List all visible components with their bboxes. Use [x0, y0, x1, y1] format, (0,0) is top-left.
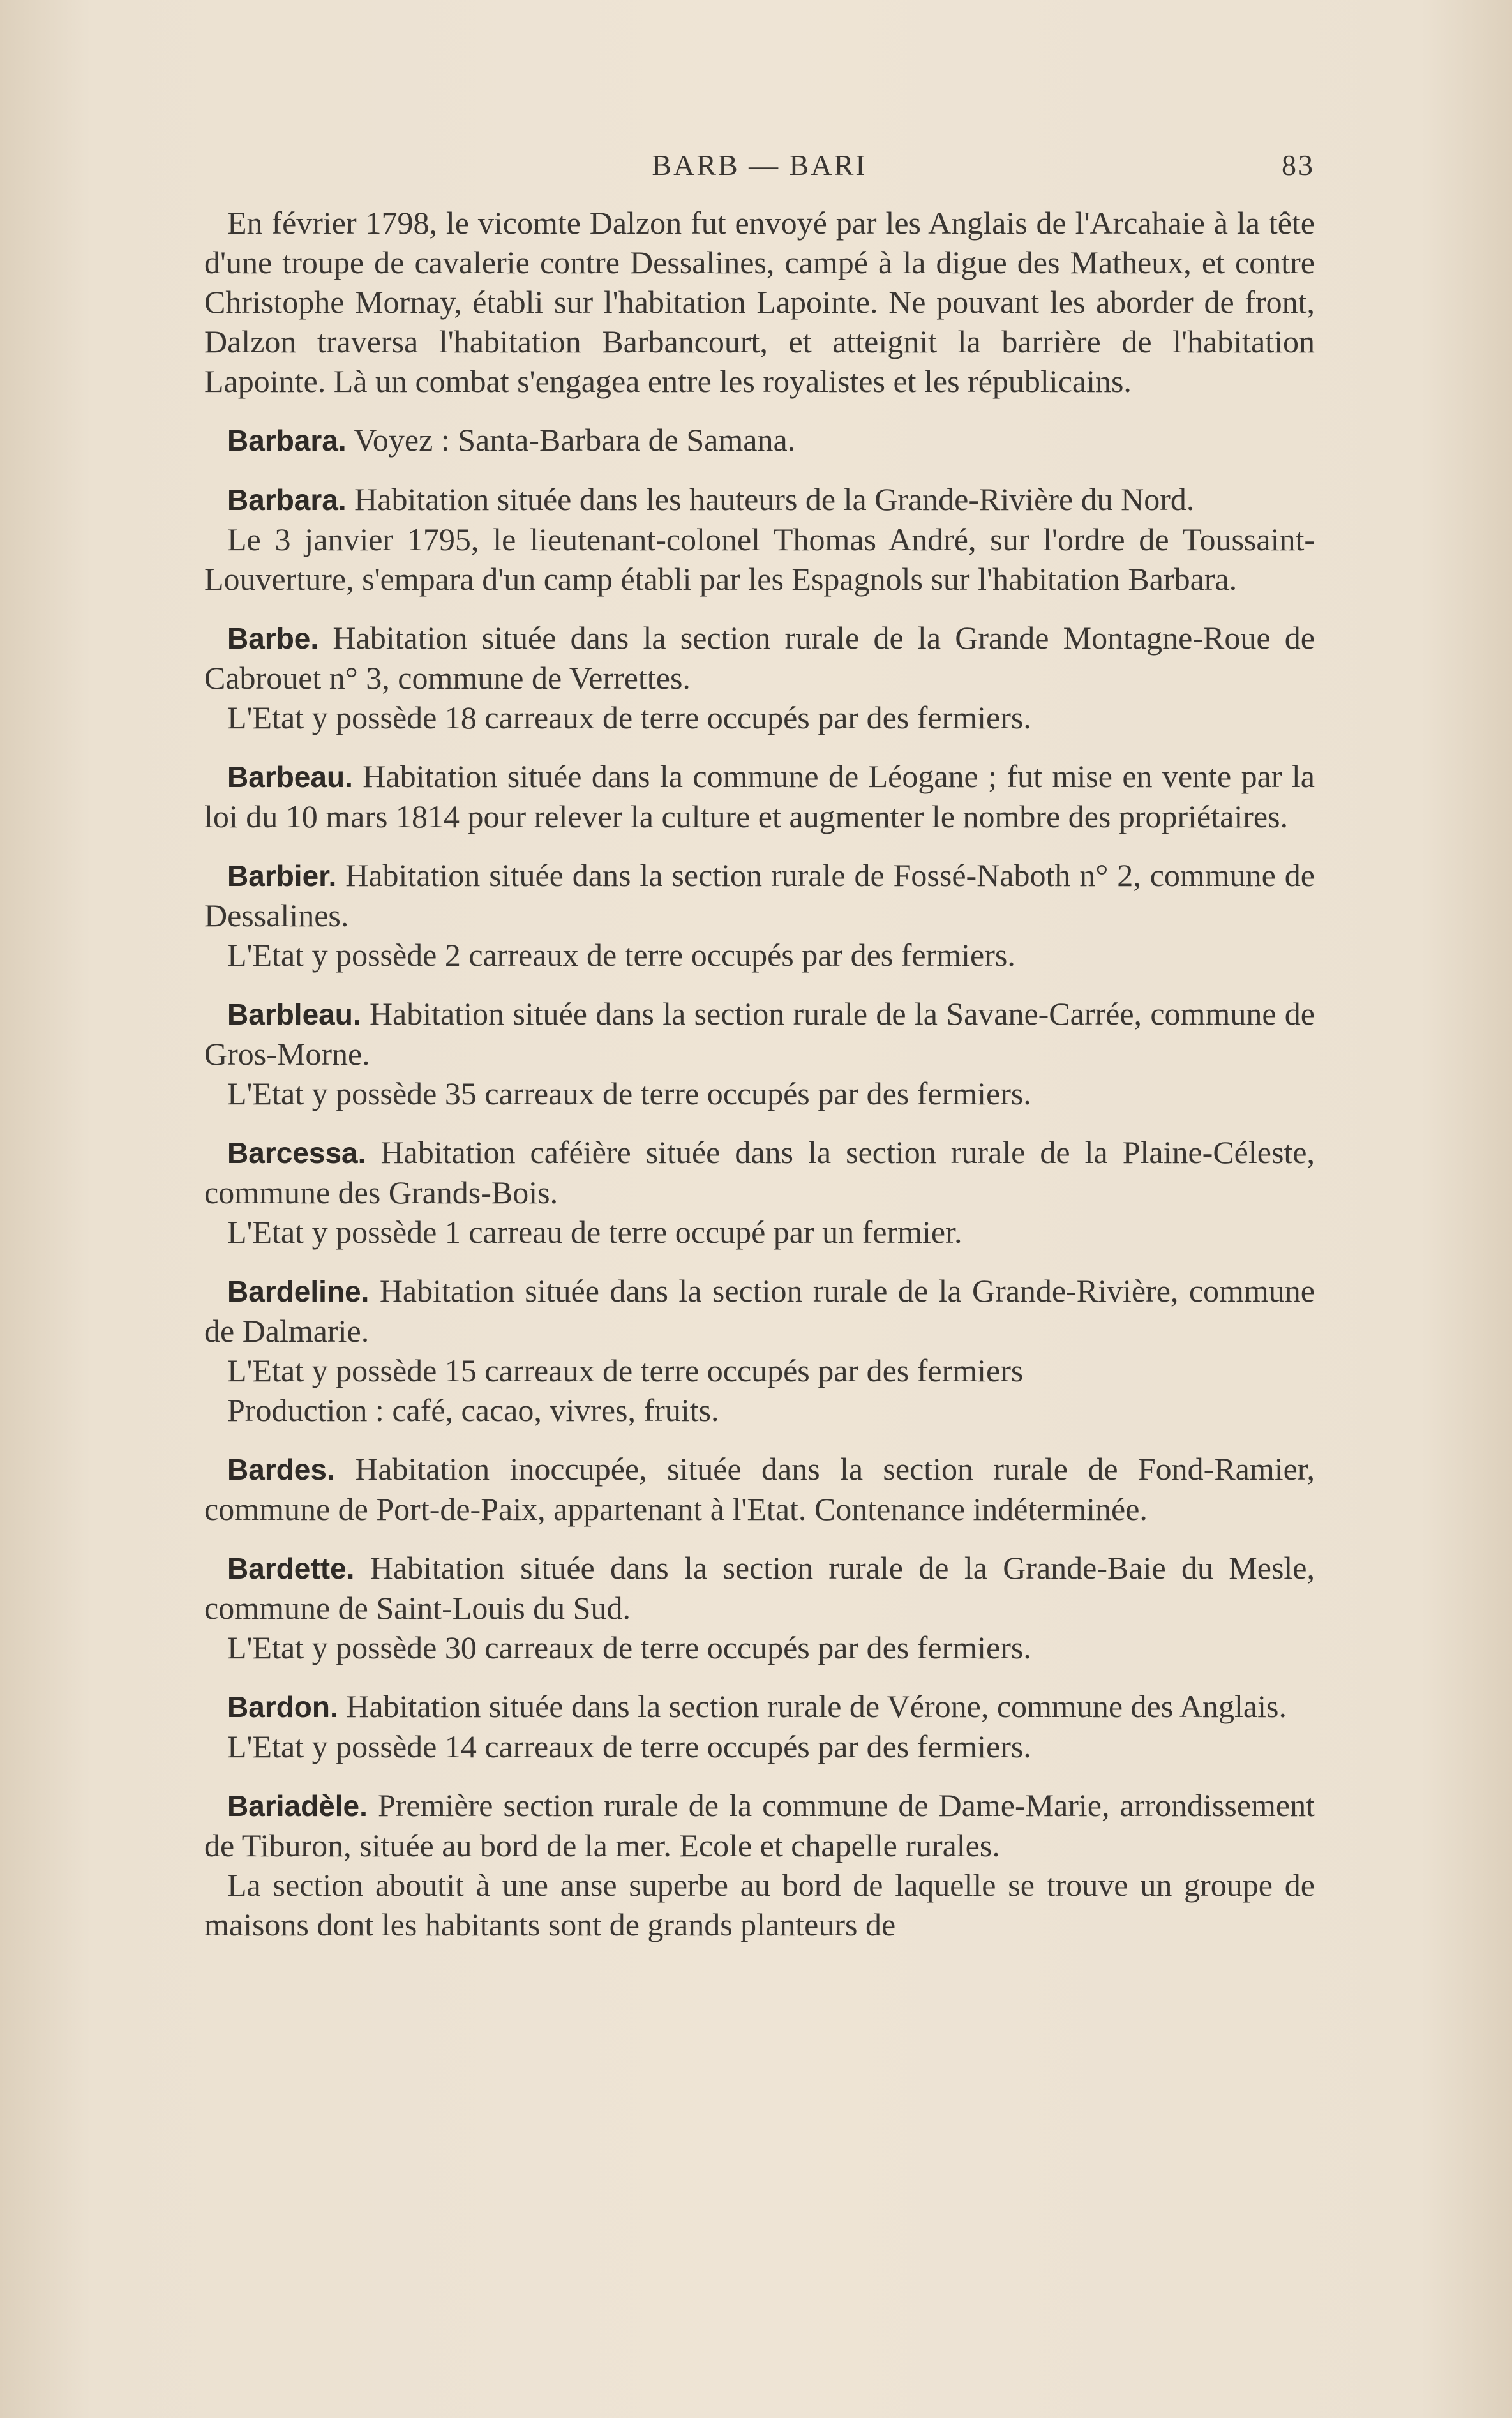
entry-bardette — [204, 1548, 1315, 1667]
entry-headword: Barbleau. — [227, 998, 361, 1031]
entry-text: Habitation située dans les hauteurs de la Grande-Rivière du Nord. — [354, 481, 1195, 517]
entry-barbe — [204, 618, 1315, 737]
entry-bariadele — [204, 1785, 1315, 1944]
entry-barcessa — [204, 1132, 1315, 1252]
page-content — [204, 203, 1315, 1944]
entry-headword: Bardes. — [227, 1453, 335, 1486]
entry-headword: Bardette. — [227, 1552, 355, 1585]
entry-text: Habitation située dans la section rurale de la Grande-Baie du Mesle, commune de Saint-Louis du Sud. — [204, 1550, 1315, 1626]
running-header — [204, 148, 1315, 193]
entry-paragraph: Le 3 janvier 1795, le lieutenant-colonel Thomas André, sur l'ordre de Toussaint-Louverture, s'empara d'un camp établi par les Espagnols sur l'habitation Barbara. — [204, 522, 1315, 597]
page-number: 83 — [1282, 149, 1315, 181]
entry-paragraph: L'Etat y possède 30 carreaux de terre occupés par des fermiers. — [227, 1630, 1031, 1665]
entry-paragraph: L'Etat y possède 15 carreaux de terre occupés par des fermiers — [227, 1353, 1024, 1388]
entry-headword: Barcessa. — [227, 1136, 366, 1169]
entry-text: Voyez : Santa-Barbara de Samana. — [354, 422, 796, 458]
entry-text: Habitation située dans la section rurale de la Grande-Rivière, commune de Dalmarie. — [204, 1273, 1315, 1349]
entry-paragraph: La section aboutit à une anse superbe au bord de laquelle se trouve un groupe de maisons dont les habitants sont de grands planteurs de — [204, 1867, 1315, 1942]
entry-barbara-1 — [204, 420, 1315, 460]
intro-paragraph: En février 1798, le vicomte Dalzon fut envoyé par les Anglais de l'Arcahaie à la tête d'une troupe de cavalerie contre Dessalines, campé à la digue des Matheux, et contre Christophe Mornay, établi sur l'habitation Lapointe. Ne pouvant les aborder de front, Dalzon traversa l'habitation Barbancourt, et atteignit la barrière de l'habitation Lapointe. Là un combat s'engagea entre les royalistes et les républicains. — [204, 205, 1315, 399]
entry-paragraph: L'Etat y possède 1 carreau de terre occupé par un fermier. — [227, 1214, 962, 1250]
entry-text: Habitation située dans la section rurale de Fossé-Naboth n° 2, commune de Dessalines. — [204, 857, 1315, 933]
entry-headword: Barbara. — [227, 424, 347, 457]
entry-bardes — [204, 1449, 1315, 1529]
entry-barbara-2 — [204, 479, 1315, 599]
entry-text: Habitation située dans la section rurale de Vérone, commune des Anglais. — [346, 1688, 1287, 1724]
entry-headword: Bardeline. — [227, 1275, 370, 1308]
entry-paragraph: L'Etat y possède 2 carreaux de terre occupés par des fermiers. — [227, 937, 1015, 973]
entry-barbleau — [204, 994, 1315, 1113]
entry-paragraph: L'Etat y possède 18 carreaux de terre occupés par des fermiers. — [227, 700, 1031, 735]
entry-text: Habitation située dans la commune de Léogane ; fut mise en vente par la loi du 10 mars 1814 pour relever la culture et augmenter le nombre des propriétaires. — [204, 758, 1315, 834]
entry-paragraph: L'Etat y possède 35 carreaux de terre occupés par des fermiers. — [227, 1076, 1031, 1111]
entry-headword: Barbeau. — [227, 760, 353, 793]
entry-headword: Bardon. — [227, 1690, 338, 1723]
entry-bardon — [204, 1686, 1315, 1766]
entry-paragraph: L'Etat y possède 14 carreaux de terre occupés par des fermiers. — [227, 1729, 1031, 1764]
entry-barbier — [204, 855, 1315, 975]
entry-headword: Barbara. — [227, 483, 347, 516]
entry-text: Habitation inoccupée, située dans la section rurale de Fond-Ramier, commune de Port-de-Paix, appartenant à l'Etat. Contenance indéterminée. — [204, 1451, 1315, 1527]
entry-bardeline — [204, 1271, 1315, 1430]
entry-text: Habitation située dans la section rurale de la Grande Montagne-Roue de Cabrouet n° 3, commune de Verrettes. — [204, 620, 1315, 696]
entry-text: Habitation située dans la section rurale de la Savane-Carrée, commune de Gros-Morne. — [204, 996, 1315, 1072]
entry-barbeau — [204, 756, 1315, 836]
entry-text: Première section rurale de la commune de Dame-Marie, arrondissement de Tiburon, située au bord de la mer. Ecole et chapelle rurales. — [204, 1787, 1315, 1863]
entry-paragraph: Production : café, cacao, vivres, fruits. — [227, 1392, 719, 1428]
entry-headword: Barbier. — [227, 859, 337, 892]
entry-headword: Bariadèle. — [227, 1789, 368, 1822]
entry-headword: Barbe. — [227, 622, 319, 655]
entry-text: Habitation caféière située dans la section rurale de la Plaine-Céleste, commune des Grands-Bois. — [204, 1134, 1315, 1210]
header-title: BARB — BARI — [652, 149, 867, 181]
